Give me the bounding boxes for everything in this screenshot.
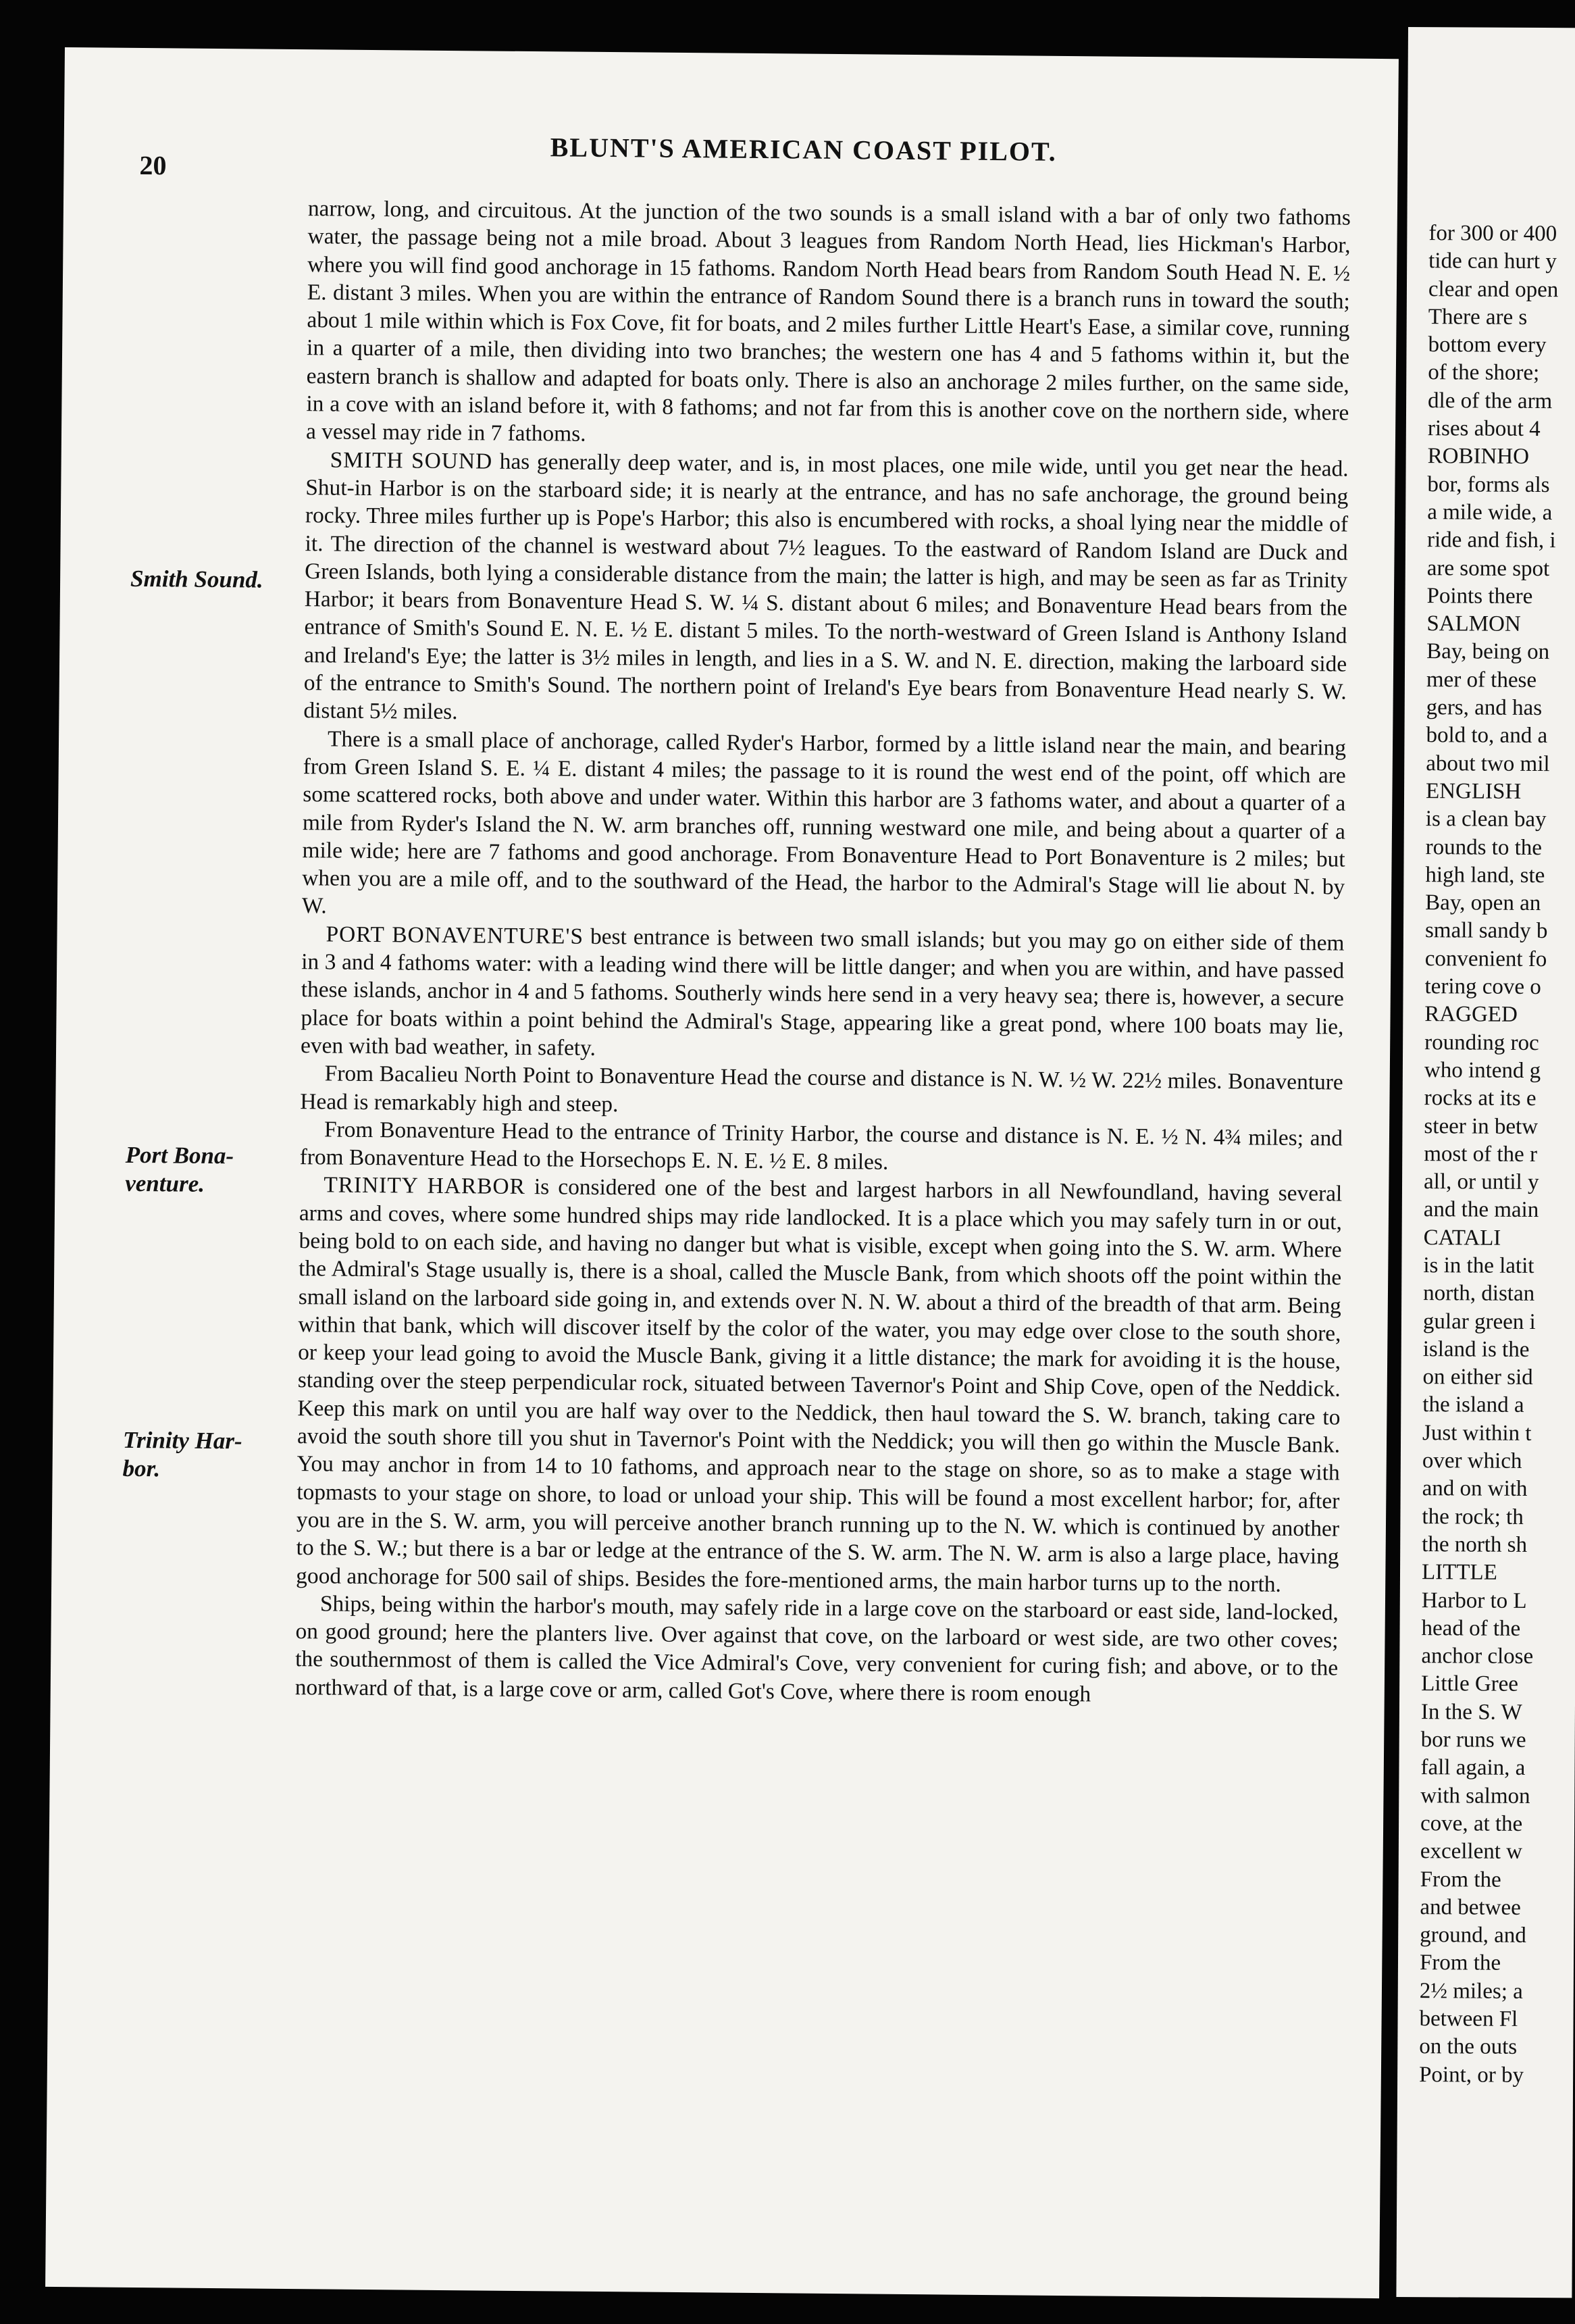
right-page-line: Just within t	[1422, 1420, 1532, 1446]
right-page-line: tering cove o	[1424, 974, 1541, 1000]
right-page-line: CATALI	[1423, 1225, 1501, 1251]
right-page-line: There are s	[1428, 305, 1528, 330]
right-page-line: the north sh	[1422, 1532, 1528, 1557]
right-page-line: Points there	[1426, 584, 1533, 609]
right-page-line: In the S. W	[1420, 1699, 1522, 1725]
right-page-text	[1419, 220, 1575, 2090]
right-page-line: is in the latit	[1423, 1253, 1534, 1278]
right-page-line: tide can hurt y	[1428, 249, 1557, 274]
paragraph-bacalieu: From Bacalieu North Point to Bonaventure Head the course and distance is N. W. ½ W. 22½ miles. Bonaventure Head is remarkably high and steep.	[300, 1061, 1343, 1117]
right-page-line: anchor close	[1421, 1644, 1534, 1669]
right-page-line: all, or until y	[1423, 1169, 1539, 1195]
paragraph-trinity-harbor: TRINITY HARBOR is considered one of the best and largest harbors in all Newfoundland, having several arms and coves, where some hundred ships may ride landlocked. It is a place which you may safely turn in or out, being bold to on each side, and having no danger but what is visible, except when going into the S. W. arm. Where the Admiral's Stage usually is, there is a shoal, called the Muscle Bank, from which shoots off the point within the small island on the larboard side going in, and extends over N. N. W. about a third of the breadth of that arm. Being within that bank, which will discover itself by the color of the water, you may edge over close to the south shore, or keep your lead going to avoid the Muscle Bank, giving it a little distance; the mark for avoiding it is the house, standing over the steep perpendicular rock, situated between Tavernor's Point and Ship Cove, open of the Neddick. Keep this mark on until you are half way over to the Neddick, then haul toward the S. W. branch, taking care to avoid the south shore till you shut in Tavernor's Point with the Neddick; you will then go within the Muscle Bank. You may anchor in from 14 to 10 fathoms, and approach near to the stage on shore, so as to make a stage with topmasts to your stage on shore, to load or unload your ship. This will be found a most excellent harbor; for, after you are in the S. W. arm, you will perceive another branch running up to the N. W. which is continued by another to the S. W.; but there is a bar or ledge at the entrance of the S. W. arm. The N. W. arm is also a large place, having good anchorage for 500 sail of ships. Besides the fore-mentioned arms, the main harbor turns up to the north.	[296, 1172, 1343, 1597]
right-page-line: small sandy b	[1424, 918, 1548, 944]
right-page-line: and the main	[1423, 1197, 1539, 1223]
right-page-line: bor runs we	[1420, 1727, 1526, 1752]
right-page-line: bold to, and a	[1426, 723, 1548, 749]
right-page-line: excellent w	[1420, 1839, 1523, 1865]
right-page-line: cove, at the	[1420, 1811, 1523, 1836]
right-page-line: the island a	[1422, 1392, 1524, 1418]
right-page-line: with salmon	[1420, 1783, 1530, 1809]
right-page-line: north, distan	[1423, 1281, 1535, 1307]
right-page-line: rocks at its e	[1424, 1086, 1537, 1111]
right-page-line: for 300 or 400	[1428, 221, 1557, 247]
right-page-line: over which	[1422, 1448, 1522, 1473]
margin-note-trinity-harbor: Trinity Har- bor.	[122, 1426, 242, 1482]
right-page-line: Harbor to L	[1421, 1588, 1527, 1613]
right-page-line: rounding roc	[1424, 1030, 1539, 1055]
paragraph-bonaventure-head: From Bonaventure Head to the entrance of Trinity Harbor, the course and distance is N. E. ½ N. 4¾ miles; and from Bonaventure Head to the Horsechops E. N. E. ½ E. 8 miles.	[299, 1117, 1343, 1175]
right-page-line: island is the	[1422, 1337, 1530, 1362]
left-page	[45, 47, 1399, 2298]
right-page-line: rises about 4	[1427, 416, 1541, 442]
right-page-line: gers, and has	[1426, 695, 1543, 721]
right-page-line: dle of the arm	[1428, 388, 1553, 413]
paragraph-port-bonaventure: PORT BONAVENTURE'S best entrance is between two small islands; but you may go on either side of them in 3 and 4 fathoms water: with a leading wind there will be little danger; and when you are within, and have passed these islands, anchor in 4 and 5 fathoms. Southerly winds here send in a very heavy sea; there is, however, a secure place for boats within a point behind the Admiral's Stage, appearing like a great pond, where 100 boats may lie, even with bad weather, in safety.	[300, 921, 1345, 1061]
heading-smith-sound: SMITH SOUND	[330, 447, 493, 474]
right-page-line: LITTLE	[1421, 1560, 1497, 1585]
right-page-line: Bay, being on	[1426, 639, 1550, 665]
right-page-line: clear and open	[1428, 276, 1559, 302]
right-page-line: Point, or by	[1419, 2062, 1524, 2088]
right-page-line: are some spot	[1426, 555, 1550, 581]
right-page-line: ROBINHO	[1427, 444, 1530, 470]
body-text	[295, 195, 1351, 1710]
right-page-line: convenient fo	[1424, 946, 1547, 971]
right-page-line: bor, forms als	[1427, 472, 1550, 497]
right-page-line: of the shore;	[1428, 360, 1540, 386]
right-page-line: about two mil	[1426, 751, 1550, 776]
right-page-line: on either sid	[1422, 1365, 1533, 1390]
right-page-line: bottom every	[1428, 332, 1547, 358]
right-page-line: gular green i	[1422, 1309, 1536, 1334]
paragraph-ships-within: Ships, being within the harbor's mouth, may safely ride in a large cove on the starboard or east side, land-locked, on good ground; here the planters live. Over against that cove, on the larboard or west side, are two other coves; the southernmost of them is called the Vice Admiral's Cove, very convenient for curing fish; and above, or to the northward of that, is a large cove or arm, called Got's Cove, where there is room enough	[294, 1591, 1339, 1707]
right-page-line: and on with	[1422, 1476, 1528, 1502]
paragraph-smith-sound: SMITH SOUND has generally deep water, and is, in most places, one mile wide, until you get near the head. Shut-in Harbor is on the starboard side; it is nearly at the entrance, and has no safe anchorage, the ground being rocky. Three miles further up is Pope's Harbor; this also is encumbered with rocks, a shoal lying near the middle of it. The direction of the channel is westward about 7½ leagues. To the eastward of Random Island are Duck and Green Islands, both lying a considerable distance from the main; the latter is high, and may be seen as far as Trinity Harbor; it bears from Bonaventure Head S. W. ¼ S. distant about 6 miles; and Bonaventure Head bears from the entrance of Smith's Sound E. N. E. ½ E. distant 5 miles. To the north-westward of Green Island is Anthony Island and Ireland's Eye; the latter is 3½ miles in length, and lies in a S. W. and N. E. direction, making the larboard side of the entrance to Smith's Sound. The northern point of Ireland's Eye bears from Bonaventure Head nearly S. W. distant 5½ miles.	[303, 447, 1349, 725]
heading-port-bonaventure: PORT BONAVENTURE'S	[326, 921, 584, 949]
running-head: BLUNT'S AMERICAN COAST PILOT.	[550, 132, 1057, 167]
right-page-line: ENGLISH	[1425, 779, 1522, 804]
right-page-line: Bay, open an	[1425, 890, 1541, 916]
right-page-line: ride and fish, i	[1426, 528, 1556, 553]
right-page	[1396, 27, 1575, 2298]
right-page-line: Little Gree	[1421, 1671, 1519, 1697]
margin-note-smith-sound: Smith Sound.	[130, 565, 263, 593]
right-page-line: between Fl	[1419, 2006, 1518, 2031]
right-page-line: most of the r	[1424, 1141, 1538, 1167]
right-page-line: From the	[1420, 1867, 1501, 1892]
right-page-line: RAGGED	[1424, 1002, 1518, 1028]
margin-note-port-bonaventure: Port Bona- venture.	[125, 1141, 234, 1197]
right-page-line: is a clean bay	[1425, 807, 1547, 832]
right-page-line: From the	[1419, 1950, 1501, 1976]
right-page-line: on the outs	[1419, 2034, 1518, 2060]
right-page-line: and betwee	[1420, 1894, 1521, 1920]
right-page-line: high land, ste	[1425, 862, 1545, 888]
right-page-line: who intend g	[1424, 1058, 1541, 1083]
right-page-line: fall again, a	[1420, 1755, 1526, 1781]
right-page-line: ground, and	[1420, 1923, 1526, 1948]
paragraph-random-sound: narrow, long, and circuitous. At the junction of the two sounds is a small island with a bar of only two fathoms water, the passage being not a mile broad. About 3 leagues from Random North Head, lies Hickman's Harbor, where you will find good anchorage in 15 fathoms. Random North Head bears from Random South Head N. E. ½ E. distant 3 miles. When you are within the entrance of Random Sound there is a branch runs in toward the south; about 1 mile within which is Fox Cove, fit for boats, and 2 miles further Little Heart's Ease, a similar cove, running in a quarter of a mile, then dividing into two branches; the western one has 4 and 5 fathoms within it, but the eastern branch is shallow and adapted for boats only. There is also an anchorage 2 miles further, on the same side, in a cove with an island before it, with 8 fathoms; and not far from this is another cove on the northern side, where a vessel may ride in 7 fathoms.	[305, 196, 1351, 447]
right-page-line: rounds to the	[1425, 834, 1543, 860]
page-number: 20	[139, 149, 167, 181]
right-page-line: the rock; th	[1422, 1504, 1524, 1530]
right-page-line: 2½ miles; a	[1419, 1978, 1523, 2004]
right-page-line: mer of these	[1426, 667, 1537, 692]
right-page-line: a mile wide, a	[1427, 500, 1553, 526]
right-page-line: steer in betw	[1424, 1113, 1539, 1139]
paragraph-ryders-harbor: There is a small place of anchorage, called Ryder's Harbor, formed by a little island near the main, and bearing from Green Island S. E. ¼ E. distant 4 miles; the passage to it is round the west end of the point, off which are some scattered rocks, both above and under water. Within this harbor are 3 fathoms water, and about a quarter of a mile from Ryder's Island the N. W. arm branches off, running westward one mile, and being about a quarter of a mile wide; here are 7 fathoms and good anchorage. From Bonaventure Head to Port Bonaventure is 2 miles; but when you are a mile off, and to the southward of the Head, the harbor to the Admiral's Stage will lie about N. by W.	[301, 726, 1347, 919]
right-page-line: SALMON	[1426, 611, 1521, 637]
heading-trinity-harbor: TRINITY HARBOR	[324, 1172, 526, 1200]
right-page-line: head of the	[1421, 1615, 1521, 1641]
